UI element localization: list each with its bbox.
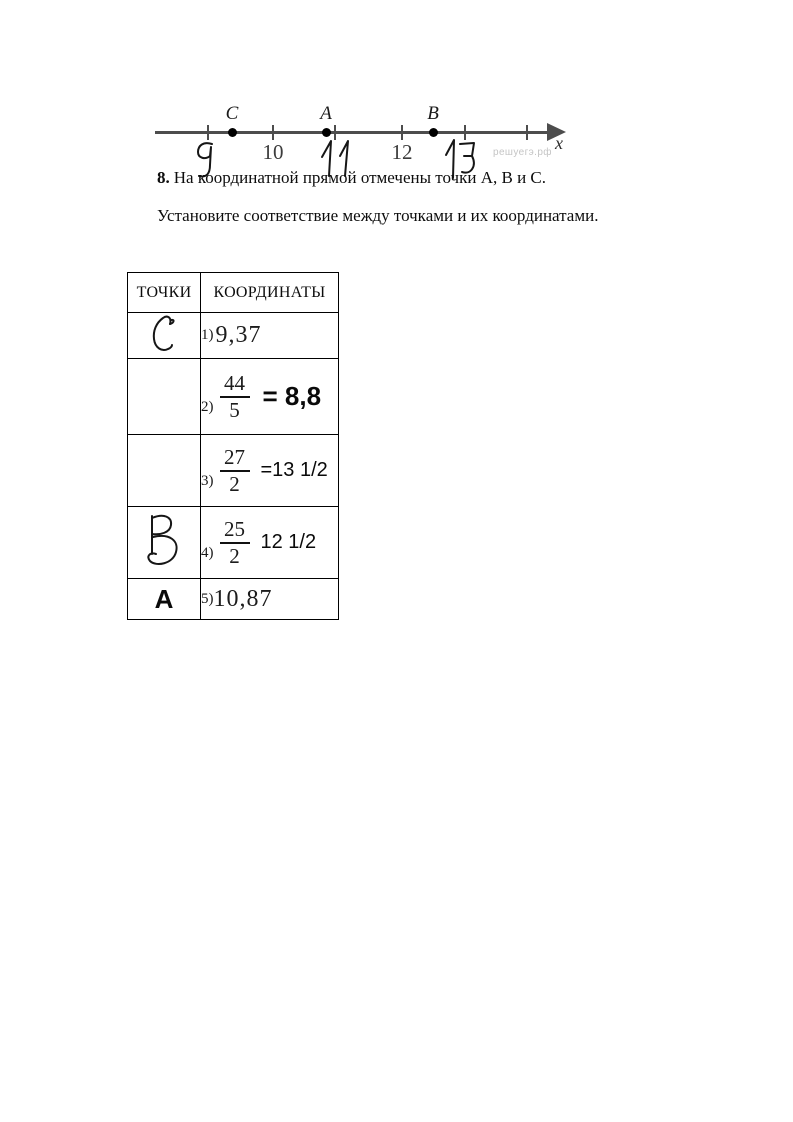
- option-number: 1): [201, 327, 214, 343]
- point-C-dot: [228, 128, 237, 137]
- problem-instruction: Установите соответствие между точками и их координатами.: [157, 206, 599, 225]
- matching-table: [127, 272, 339, 620]
- header-points: ТОЧКИ: [128, 273, 201, 313]
- point-B-dot: [429, 128, 438, 137]
- option-number: 3): [201, 472, 214, 489]
- option-cell-2: [201, 359, 339, 435]
- option-cell-5: [201, 579, 339, 620]
- problem-statement: [157, 168, 546, 188]
- problem-statement-text: На координатной прямой отмечены точки A, B и C.: [173, 168, 547, 187]
- option-value: 9,37: [215, 322, 262, 348]
- fraction-numerator: 27: [224, 445, 245, 470]
- fraction: [220, 446, 250, 494]
- tick-14: [526, 125, 528, 140]
- problem-number: 8.: [157, 168, 170, 187]
- ink-annotation: = 8,8: [262, 381, 322, 411]
- option-number: 2): [201, 398, 214, 415]
- answer-cell-4: [128, 507, 201, 579]
- table-header-row: [128, 273, 339, 313]
- table-row: [128, 579, 339, 620]
- ink-annotation: =13 1/2: [260, 459, 328, 481]
- tick-label-10: 10: [262, 140, 284, 164]
- axis-x-label: x: [555, 133, 563, 153]
- ink-annotation: 12 1/2: [260, 531, 317, 553]
- tick-9: [207, 125, 209, 140]
- fraction-numerator: 44: [224, 371, 245, 396]
- answer-cell-2: [128, 359, 201, 435]
- table-row: [128, 359, 339, 435]
- table-row: [128, 435, 339, 507]
- fraction-denominator: 5: [229, 397, 240, 422]
- option-cell-4: [201, 507, 339, 579]
- typed-A-annotation: A: [154, 583, 174, 614]
- point-C-label: C: [225, 103, 239, 124]
- option-cell-3: [201, 435, 339, 507]
- table-row: [128, 507, 339, 579]
- answer-cell-1: [128, 313, 201, 359]
- fraction: [220, 518, 250, 566]
- header-coords: КООРДИНАТЫ: [201, 273, 339, 313]
- option-cell-1: [201, 313, 339, 359]
- fraction-denominator: 2: [229, 543, 240, 568]
- answer-cell-5: [128, 579, 201, 620]
- tick-label-12: 12: [391, 140, 413, 164]
- fraction: [220, 372, 250, 420]
- option-number: 5): [201, 590, 214, 607]
- handwritten-B: [142, 509, 186, 571]
- table-row: [128, 313, 339, 359]
- tick-10: [272, 125, 274, 140]
- fraction-denominator: 2: [229, 471, 240, 496]
- option-value: 10,87: [213, 585, 273, 612]
- watermark: решуегэ.рф: [493, 147, 552, 158]
- axis-line: [155, 131, 553, 134]
- handwritten-C: [146, 313, 182, 353]
- option-number: 4): [201, 544, 214, 561]
- point-A-label: A: [320, 103, 332, 124]
- point-B-label: B: [427, 103, 439, 124]
- fraction-numerator: 25: [224, 517, 245, 542]
- tick-12: [401, 125, 403, 140]
- answer-cell-3: [128, 435, 201, 507]
